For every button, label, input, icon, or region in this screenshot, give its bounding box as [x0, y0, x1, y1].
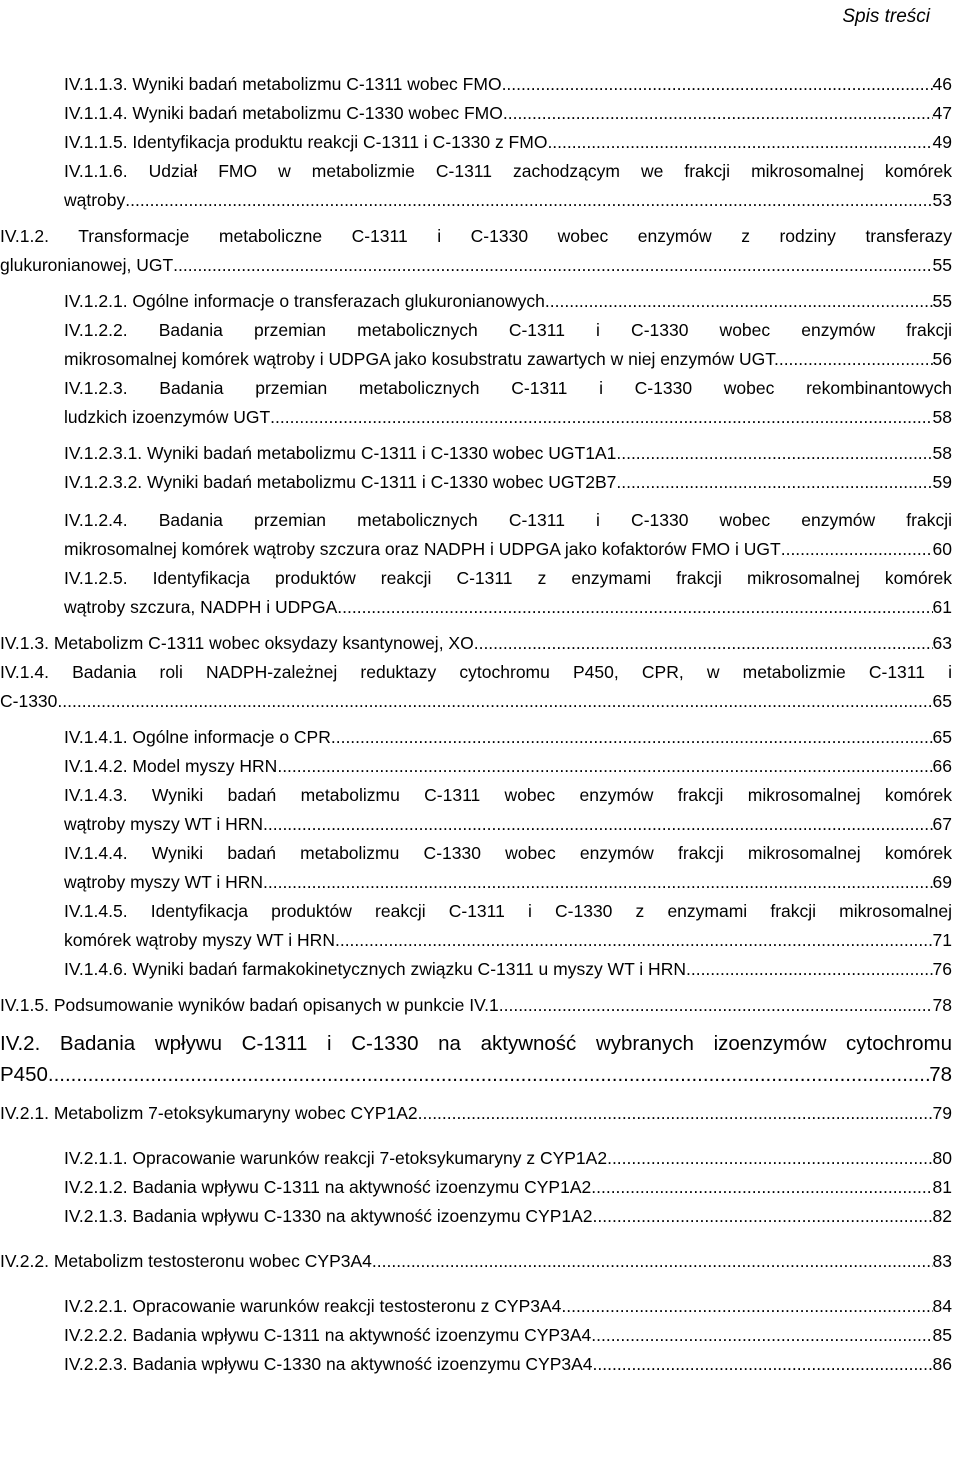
toc-page-number: 65 — [932, 727, 952, 747]
toc-entry[interactable] — [0, 1173, 952, 1202]
toc-leader-dots — [503, 99, 933, 128]
toc-leader-dots — [48, 1059, 929, 1090]
toc-leader-dots — [335, 926, 933, 955]
toc-entry[interactable] — [0, 99, 952, 128]
toc-entry-last-line — [64, 128, 952, 157]
toc-entry-title: wątroby myszy WT i HRN — [64, 872, 263, 892]
toc-entry-title: glukuronianowej, UGT — [0, 255, 174, 275]
toc-page-number: 71 — [932, 930, 952, 950]
toc-entry-last-line — [64, 1173, 952, 1202]
toc-page-number: 79 — [932, 1103, 952, 1123]
toc-leader-dots — [691, 955, 933, 984]
toc-entry-title: mikrosomalnej komórek wątroby szczura oraz NADPH i UDPGA jako kofaktorów FMO i UGT — [64, 539, 781, 559]
toc-entry[interactable] — [0, 374, 952, 432]
toc-entry[interactable] — [0, 752, 952, 781]
toc-entry[interactable] — [0, 506, 952, 564]
toc-page-number: 58 — [932, 443, 952, 463]
toc-entry[interactable] — [0, 564, 952, 622]
toc-leader-dots — [591, 1173, 932, 1202]
toc-entry-title: IV.2.1.1. Opracowanie warunków reakcji 7-etoksykumaryny z CYP1A2 — [64, 1148, 608, 1168]
toc-page-number: 49 — [932, 132, 952, 152]
toc-entry[interactable] — [0, 1321, 952, 1350]
toc-page-number: 46 — [932, 74, 952, 94]
toc-entry-title-line: IV.1.4. Badania roli NADPH-zależnej reduktazy cytochromu P450, CPR, w metabolizmie C-1311 i — [0, 662, 952, 682]
toc-page-number: 47 — [932, 103, 952, 123]
toc-leader-dots — [591, 1321, 932, 1350]
toc-entry-last-line — [0, 687, 952, 716]
toc-leader-dots — [173, 251, 932, 280]
toc-entry-last-line — [64, 955, 952, 984]
toc-entry-last-line — [0, 1099, 952, 1128]
toc-entry-last-line — [64, 468, 952, 497]
toc-entry[interactable] — [0, 1292, 952, 1321]
toc-entry-title: IV.2.1.2. Badania wpływu C-1311 na aktywność izoenzymu CYP1A2 — [64, 1177, 592, 1197]
toc-page-number: 82 — [932, 1206, 952, 1226]
toc-page-number: 76 — [932, 959, 952, 979]
toc-entry-title: IV.1.4.1. Ogólne informacje o CPR — [64, 727, 331, 747]
toc-entry-title: IV.2.2.2. Badania wpływu C-1311 na aktywność izoenzymu CYP3A4 — [64, 1325, 592, 1345]
toc-entry[interactable] — [0, 658, 952, 716]
toc-page-number: 60 — [932, 539, 952, 559]
toc-leader-dots — [561, 1292, 932, 1321]
toc-entry[interactable] — [0, 316, 952, 374]
toc-entry-last-line — [64, 345, 952, 374]
toc-entry[interactable] — [0, 839, 952, 897]
toc-entry[interactable] — [0, 991, 952, 1020]
toc-entry-title-line: IV.1.1.6. Udział FMO w metabolizmie C-1311 zachodzącym we frakcji mikrosomalnej komórek — [64, 161, 952, 181]
running-header: Spis treści — [842, 6, 930, 27]
toc-page-number: 78 — [929, 1063, 952, 1086]
toc-entry-title-line: IV.1.4.4. Wyniki badań metabolizmu C-1330 wobec enzymów frakcji mikrosomalnej komórek — [64, 843, 952, 863]
toc-leader-dots — [499, 991, 933, 1020]
toc-entry-last-line — [64, 439, 952, 468]
toc-entry-title: IV.1.5. Podsumowanie wyników badań opisanych w punkcie IV.1 — [0, 995, 499, 1015]
toc-entry-title: IV.1.4.2. Model myszy HRN — [64, 756, 278, 776]
toc-page-number: 55 — [932, 255, 952, 275]
toc-entry-title: ludzkich izoenzymów UGT — [64, 407, 271, 427]
toc-entry-last-line — [64, 1202, 952, 1231]
toc-leader-dots — [263, 868, 933, 897]
toc-leader-dots — [337, 593, 932, 622]
toc-leader-dots — [607, 1144, 932, 1173]
toc-entry-last-line — [64, 186, 952, 215]
toc-leader-dots — [779, 345, 933, 374]
toc-entry-last-line — [0, 1059, 952, 1090]
toc-entry[interactable] — [0, 222, 952, 280]
toc-entry[interactable] — [0, 1202, 952, 1231]
toc-entry-title: komórek wątroby myszy WT i HRN — [64, 930, 335, 950]
toc-leader-dots — [593, 1202, 933, 1231]
toc-entry-last-line — [64, 868, 952, 897]
toc-entry[interactable] — [0, 439, 952, 468]
toc-entry[interactable] — [0, 781, 952, 839]
toc-entry[interactable] — [0, 1350, 952, 1379]
toc-entry-title-line: IV.1.2. Transformacje metaboliczne C-1311 i C-1330 wobec enzymów z rodziny transferazy — [0, 226, 952, 246]
toc-leader-dots — [547, 128, 932, 157]
toc-entry-last-line — [64, 1292, 952, 1321]
toc-page-number: 61 — [932, 597, 952, 617]
toc-leader-dots — [331, 723, 933, 752]
toc-leader-dots — [616, 468, 932, 497]
toc-entry-title-line: IV.1.2.5. Identyfikacja produktów reakcji C-1311 z enzymami frakcji mikrosomalnej komórek — [64, 568, 952, 588]
toc-entry-last-line — [64, 1350, 952, 1379]
toc-entry[interactable] — [0, 629, 952, 658]
toc-entry-title: IV.1.2.3.2. Wyniki badań metabolizmu C-1311 i C-1330 wobec UGT2B7 — [64, 472, 617, 492]
toc-entry-title-line: IV.1.2.3. Badania przemian metabolicznych C-1311 i C-1330 wobec rekombinantowych — [64, 378, 952, 398]
toc-page-number: 81 — [932, 1177, 952, 1197]
toc-entry-last-line — [64, 926, 952, 955]
toc-entry-title: IV.2.1. Metabolizm 7-etoksykumaryny wobec CYP1A2 — [0, 1103, 418, 1123]
toc-entry[interactable] — [0, 1028, 952, 1090]
toc-entry-last-line — [64, 810, 952, 839]
toc-entry-last-line — [0, 251, 952, 280]
toc-entry[interactable] — [0, 1144, 952, 1173]
toc-entry-last-line — [64, 752, 952, 781]
toc-entry[interactable] — [0, 955, 952, 984]
toc-leader-dots — [616, 439, 932, 468]
table-of-contents — [0, 70, 952, 1379]
toc-leader-dots — [593, 1350, 933, 1379]
toc-entry-last-line — [64, 70, 952, 99]
toc-entry-title: IV.1.1.4. Wyniki badań metabolizmu C-1330 wobec FMO — [64, 103, 503, 123]
toc-page-number: 56 — [932, 349, 952, 369]
toc-entry-title: IV.2.2. Metabolizm testosteronu wobec CYP3A4 — [0, 1251, 372, 1271]
toc-leader-dots — [263, 810, 933, 839]
toc-entry-title: P450 — [0, 1063, 48, 1086]
toc-leader-dots — [125, 186, 932, 215]
toc-entry-title-line: IV.1.4.3. Wyniki badań metabolizmu C-1311 wobec enzymów frakcji mikrosomalnej komórek — [64, 785, 952, 805]
toc-entry-title: wątroby szczura, NADPH i UDPGA — [64, 597, 338, 617]
toc-page-number: 53 — [932, 190, 952, 210]
toc-entry-title: IV.1.1.3. Wyniki badań metabolizmu C-1311 wobec FMO — [64, 74, 502, 94]
toc-page-number: 80 — [932, 1148, 952, 1168]
toc-entry-last-line — [64, 1144, 952, 1173]
toc-leader-dots — [372, 1247, 933, 1276]
toc-entry-title-line: IV.1.4.5. Identyfikacja produktów reakcji C-1311 i C-1330 z enzymami frakcji mikrosomalnej — [64, 901, 952, 921]
toc-leader-dots — [781, 535, 933, 564]
toc-entry-last-line — [64, 723, 952, 752]
toc-entry-title: wątroby myszy WT i HRN — [64, 814, 263, 834]
toc-entry[interactable] — [0, 70, 952, 99]
toc-entry[interactable] — [0, 1247, 952, 1276]
toc-page-number: 84 — [932, 1296, 952, 1316]
toc-entry-last-line — [0, 629, 952, 658]
toc-page-number: 85 — [932, 1325, 952, 1345]
toc-page-number: 78 — [932, 995, 952, 1015]
toc-entry[interactable] — [0, 723, 952, 752]
toc-entry-title: IV.2.2.3. Badania wpływu C-1330 na aktywność izoenzymu CYP3A4 — [64, 1354, 593, 1374]
toc-entry-title: IV.1.4.6. Wyniki badań farmakokinetycznych związku C-1311 u myszy WT i HRN. — [64, 959, 691, 979]
toc-entry-last-line — [64, 593, 952, 622]
toc-entry-last-line — [0, 1247, 952, 1276]
toc-entry-last-line — [0, 991, 952, 1020]
toc-entry-title-line: IV.1.2.4. Badania przemian metabolicznych C-1311 i C-1330 wobec enzymów frakcji — [64, 510, 952, 530]
toc-page-number: 86 — [932, 1354, 952, 1374]
toc-entry[interactable] — [0, 468, 952, 497]
toc-entry-title: wątroby — [64, 190, 126, 210]
toc-leader-dots — [418, 1099, 933, 1128]
toc-page-number: 69 — [932, 872, 952, 892]
toc-page-number: 59 — [932, 472, 952, 492]
toc-entry-title: IV.1.3. Metabolizm C-1311 wobec oksydazy ksantynowej, XO — [0, 633, 474, 653]
toc-page-number: 55 — [932, 291, 952, 311]
toc-leader-dots — [57, 687, 932, 716]
toc-entry-last-line — [64, 403, 952, 432]
toc-page-number: 63 — [932, 633, 952, 653]
toc-entry-title-line: IV.1.2.2. Badania przemian metabolicznych C-1311 i C-1330 wobec enzymów frakcji — [64, 320, 952, 340]
toc-entry[interactable] — [0, 128, 952, 157]
toc-page-number: 65 — [932, 691, 952, 711]
toc-entry-title: IV.2.1.3. Badania wpływu C-1330 na aktywność izoenzymu CYP1A2 — [64, 1206, 593, 1226]
toc-page-number: 67 — [932, 814, 952, 834]
toc-page-number: 83 — [932, 1251, 952, 1271]
toc-leader-dots — [270, 403, 932, 432]
toc-entry-last-line — [64, 1321, 952, 1350]
toc-leader-dots — [474, 629, 933, 658]
toc-entry-title: IV.1.2.3.1. Wyniki badań metabolizmu C-1311 i C-1330 wobec UGT1A1 — [64, 443, 617, 463]
toc-entry[interactable] — [0, 157, 952, 215]
toc-leader-dots — [277, 752, 932, 781]
toc-entry-title: mikrosomalnej komórek wątroby i UDPGA jako kosubstratu zawartych w niej enzymów UGT. — [64, 349, 779, 369]
toc-page-number: 66 — [932, 756, 952, 776]
toc-page-number: 58 — [932, 407, 952, 427]
toc-entry-last-line — [64, 99, 952, 128]
toc-leader-dots — [502, 70, 933, 99]
toc-entry-title: IV.2.2.1. Opracowanie warunków reakcji testosteronu z CYP3A4 — [64, 1296, 562, 1316]
toc-entry-last-line — [64, 287, 952, 316]
toc-leader-dots — [545, 287, 933, 316]
toc-entry[interactable] — [0, 1099, 952, 1128]
toc-entry[interactable] — [0, 897, 952, 955]
toc-entry-title: C-1330 — [0, 691, 58, 711]
toc-entry[interactable] — [0, 287, 952, 316]
toc-entry-last-line — [64, 535, 952, 564]
toc-entry-title: IV.1.1.5. Identyfikacja produktu reakcji C-1311 i C-1330 z FMO — [64, 132, 548, 152]
toc-entry-title-line: IV.2. Badania wpływu C-1311 i C-1330 na aktywność wybranych izoenzymów cytochromu — [0, 1032, 952, 1055]
toc-entry-title: IV.1.2.1. Ogólne informacje o transferazach glukuronianowych — [64, 291, 545, 311]
